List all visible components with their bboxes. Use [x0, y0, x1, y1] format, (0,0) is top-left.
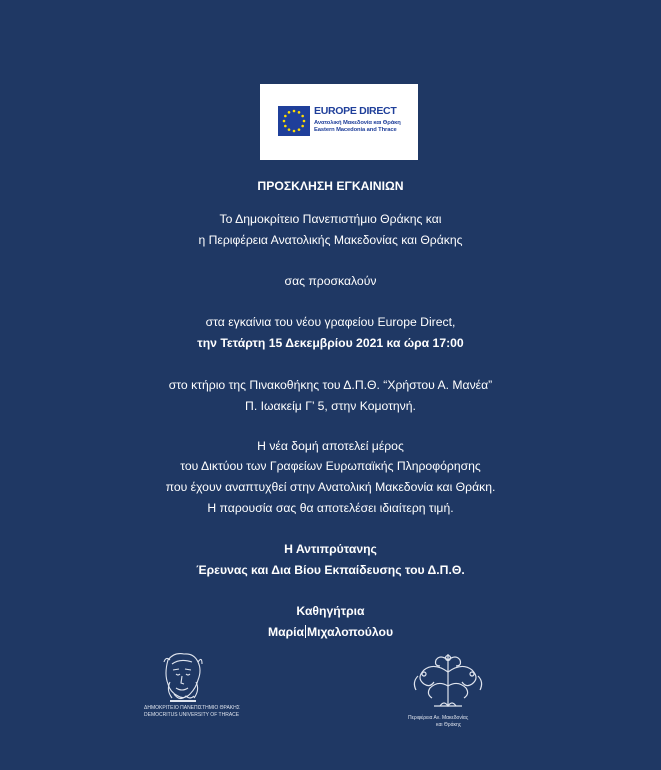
eu-flag-icon: [278, 106, 310, 136]
region-emblem-icon: [404, 650, 492, 712]
democritus-head-icon: [140, 650, 226, 706]
eu-star-icon: [288, 128, 291, 131]
eu-star-icon: [293, 110, 296, 113]
event-date-line: την Τετάρτη 15 Δεκεμβρίου 2021 κα ώρα 17:00: [197, 336, 464, 350]
signer-role-line-1: Η Αντιπρύτανης: [284, 542, 377, 556]
text-cursor: [305, 625, 306, 638]
signer-first-name: Μαρία: [267, 625, 305, 639]
duth-name-en: DEMOCRITUS UNIVERSITY OF THRACE: [144, 712, 240, 718]
signer-title: Καθηγήτρια: [296, 604, 365, 618]
hosts-line-1: Το Δημοκρίτειο Πανεπιστήμιο Θράκης και: [219, 212, 442, 226]
europe-direct-logo: [260, 84, 418, 160]
region-logo: [404, 650, 492, 730]
region-name-line-1: Περιφέρεια Αν. Μακεδονίας: [408, 715, 469, 721]
duth-logo: [140, 650, 240, 722]
invitation-heading: ΠΡΟΣΚΛΗΣΗ ΕΓΚΑΙΝΙΩΝ: [257, 179, 404, 193]
europe-direct-title: EUROPE DIRECT: [314, 105, 397, 117]
eu-star-icon: [301, 125, 304, 128]
duth-name-gr: ΔΗΜΟΚΡΙΤΕΙΟ ΠΑΝΕΠΙΣΤΗΜΙΟ ΘΡΑΚΗΣ: [144, 705, 240, 711]
invites-line: σας προσκαλούν: [284, 274, 377, 288]
location-line-1: στο κτήριο της Πινακοθήκης του Δ.Π.Θ. “Χρήστου Α. Μανέα”: [168, 378, 493, 392]
eu-star-icon: [303, 120, 306, 123]
eu-star-icon: [288, 111, 291, 114]
body-line-3: που έχουν αναπτυχθεί στην Ανατολική Μακεδονία και Θράκη.: [165, 480, 496, 494]
location-line-2: Π. Ιωακείμ Γ’ 5, στην Κομοτηνή.: [245, 399, 416, 413]
eu-star-icon: [298, 111, 301, 114]
body-line-2: του Δικτύου των Γραφείων Ευρωπαϊκής Πληροφόρησης: [180, 459, 481, 473]
eu-star-icon: [283, 120, 286, 123]
eu-star-icon: [293, 130, 296, 133]
eu-star-icon: [298, 128, 301, 131]
event-line: στα εγκαίνια του νέου γραφείου Europe Direct,: [205, 315, 456, 329]
signer-name: [0, 625, 661, 639]
signer-role-line-2: Έρευνας και Δια Βίου Εκπαίδευσης του Δ.Π.Θ.: [196, 563, 465, 577]
eu-star-icon: [301, 115, 304, 118]
hosts-line-2: η Περιφέρεια Ανατολικής Μακεδονίας και Θράκης: [198, 233, 463, 247]
region-name-line-2: και Θράκης: [436, 722, 462, 728]
body-line-1: Η νέα δομή αποτελεί μέρος: [257, 439, 404, 453]
eu-star-icon: [284, 115, 287, 118]
signer-last-name: Μιχαλοπούλου: [307, 625, 394, 639]
eu-star-icon: [284, 125, 287, 128]
europe-direct-subtitle-en: Eastern Macedonia and Thrace: [314, 127, 397, 133]
europe-direct-subtitle-gr: Ανατολική Μακεδονία και Θράκη: [314, 120, 401, 126]
body-line-4: Η παρουσία σας θα αποτελέσει ιδιαίτερη τιμή.: [207, 501, 454, 515]
